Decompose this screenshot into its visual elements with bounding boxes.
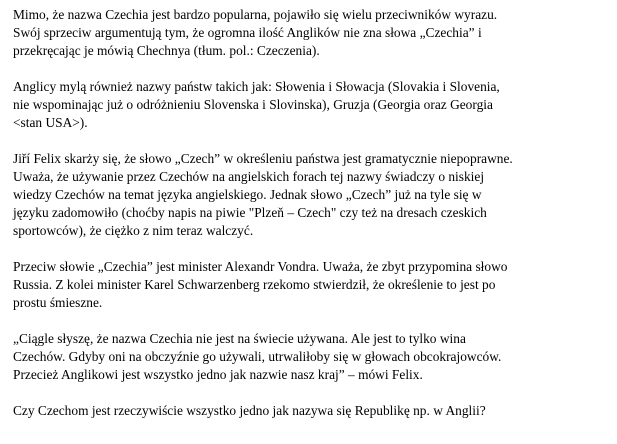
text-line: nie wspominając już o odróżnieniu Slovenska i Slovinska), Gruzja (Georgia oraz Georgia <box>13 97 493 112</box>
text-line: przekręcając je mówią Chechnya (tłum. pol.: Czeczenia). <box>13 43 320 58</box>
text-line: Swój sprzeciw argumentują tym, że ogromna ilość Anglików nie zna słowa „Czechia” i <box>13 25 482 40</box>
text-line: Mimo, że nazwa Czechia jest bardzo popularna, pojawiło się wielu przeciwników wyrazu. <box>13 7 498 22</box>
paragraph-6 <box>13 402 611 420</box>
paragraph-4 <box>13 258 611 312</box>
paragraph-2 <box>13 78 611 132</box>
text-line: Przecież Anglikowi jest wszystko jedno jak nazwie nasz kraj” – mówi Felix. <box>13 367 423 382</box>
text-line: wiedzy Czechów na temat języka angielskiego. Jednak słowo „Czech” już na tyle się w <box>13 187 482 202</box>
text-line: Anglicy mylą również nazwy państw takich jak: Słowenia i Słowacja (Slovakia i Slovenia, <box>13 79 500 94</box>
paragraph-3 <box>13 150 611 240</box>
text-line: „Ciągle słyszę, że nazwa Czechia nie jest na świecie używana. Ale jest to tylko wina <box>13 331 466 346</box>
text-line: prostu śmieszne. <box>13 295 103 310</box>
paragraph-1 <box>13 6 611 60</box>
paragraph-5 <box>13 330 611 384</box>
text-line: Czechów. Gdyby oni na obczyźnie go używali, utrwaliłoby się w głowach obcokrajowców. <box>13 349 502 364</box>
text-line: Czy Czechom jest rzeczywiście wszystko jedno jak nazywa się Republikę np. w Anglii? <box>13 403 486 418</box>
text-line: <stan USA>). <box>13 115 88 130</box>
text-line: sportowców), że ciężko z nim teraz walczyć. <box>13 223 254 238</box>
text-line: języku zadomowiło (choćby napis na piwie "Plzeň – Czech" czy też na dresach czeskich <box>13 205 487 220</box>
document-body <box>13 6 611 420</box>
text-line: Uważa, że używanie przez Czechów na angielskich forach tej nazwy świadczy o niskiej <box>13 169 485 184</box>
text-line: Russia. Z kolei minister Karel Schwarzenberg rzekomo stwierdził, że określenie to jest po <box>13 277 496 292</box>
text-line: Jiří Felix skarży się, że słowo „Czech” w określeniu państwa jest gramatycznie niepoprawne. <box>13 151 513 166</box>
text-line: Przeciw słowie „Czechia” jest minister Alexandr Vondra. Uważa, że zbyt przypomina słowo <box>13 259 508 274</box>
